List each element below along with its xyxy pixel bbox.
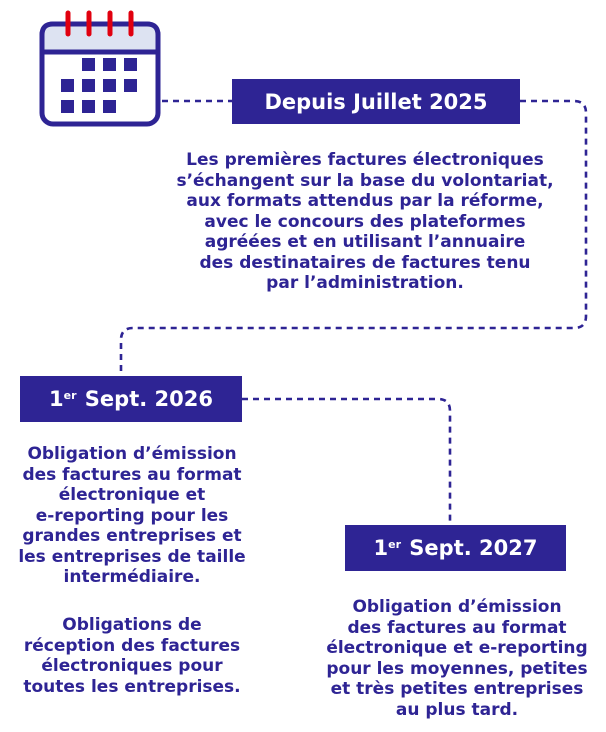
text-line: Obligations de [62,615,202,635]
connector-2026-to-2027 [242,399,450,522]
milestone-badge-2026 [20,376,242,422]
text-line: avec le concours des plateformes [204,211,526,232]
milestone-badge-2025-label: Depuis Juillet 2025 [264,89,488,114]
calendar-icon [38,7,168,132]
milestone-badge-2027 [345,525,566,571]
text-line: électroniques pour [41,656,223,676]
milestone-text-2027 [314,597,600,720]
text-line: intermédiaire. [63,567,201,587]
text-line: des factures au format [347,617,567,638]
text-line: réception des factures [23,635,241,656]
text-line: aux formats attendus par la réforme, [186,191,544,211]
text-line: grandes entreprises et [22,526,242,546]
text-line: des factures au format [22,464,242,485]
text-line: pour les moyennes, petites [326,658,588,679]
badge-day: 1 [48,387,64,411]
text-line: électronique et e-reporting [326,638,588,658]
text-line: Les premières factures électroniques [186,150,544,170]
milestone-text-2025 [160,150,570,294]
text-line: des destinataires de factures tenu [199,252,531,273]
text-line: et très petites entreprises [330,679,584,699]
text-line: au plus tard. [395,699,519,720]
text-line: Obligation d’émission [352,597,562,617]
text-line: e-reporting pour les [35,505,229,526]
badge-sup: er [63,389,77,402]
badge-day: 1 [373,536,389,560]
text-line: agréées et en utilisant l’annuaire [204,232,526,252]
text-line: électronique et [58,485,206,505]
milestone-badge-2026-label [49,387,213,411]
badge-sup: er [388,538,401,551]
badge-rest: Sept. 2026 [77,387,213,411]
milestone-text-2026-reception [0,615,264,697]
milestone-badge-2027-label [373,536,537,560]
text-line: Obligation d’émission [27,444,237,464]
milestone-badge-2025 [232,79,520,124]
text-line: toutes les entreprises. [23,676,241,697]
milestone-text-2026 [0,444,264,588]
text-line: les entreprises de taille [18,546,246,567]
text-line: par l’administration. [266,273,464,293]
text-line: s’échangent sur la base du volontariat, [176,170,554,191]
badge-rest: Sept. 2027 [402,536,538,560]
